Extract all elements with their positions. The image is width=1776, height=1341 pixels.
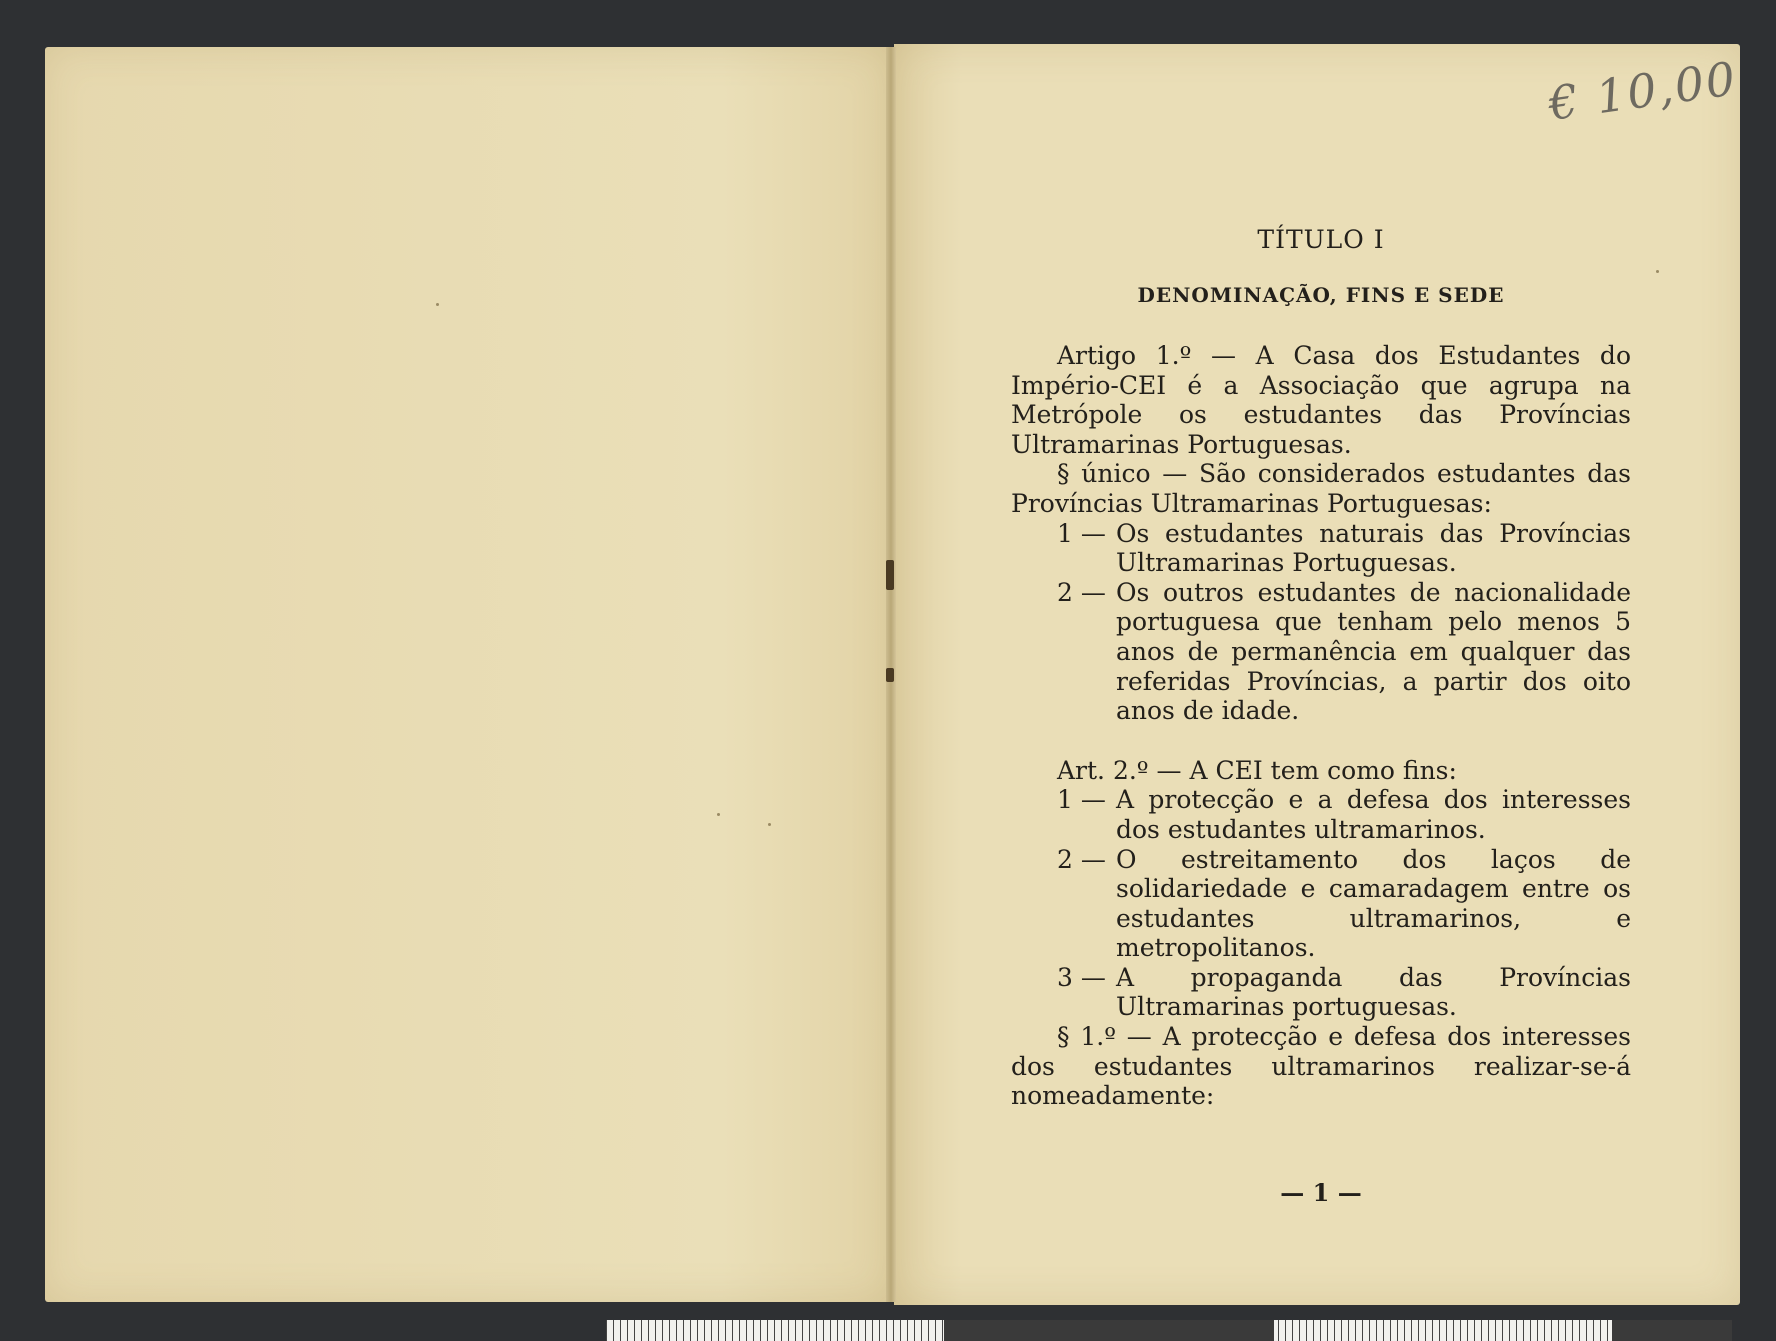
list-item-number: 1 — [1057,518,1106,548]
handwritten-price: € 10,00 [1545,51,1741,131]
section-title: TÍTULO I [1257,225,1385,254]
paper-speck [436,303,439,306]
list-item [1011,578,1631,726]
ruler-segment [1612,1320,1732,1341]
article-2: Art. 2.º — A CEI tem como fins: [1057,755,1457,785]
list-item-text: A protecção e a defesa dos interesses dos estudantes ultramarinos. [1116,785,1631,844]
section-subtitle: DENOMINAÇÃO, FINS E SEDE [1137,283,1505,307]
spacer [1011,726,1631,756]
list-item [1011,785,1631,844]
article-2-paragraph-1: § 1.º — A protecção e defesa dos interesses dos estudantes ultramarinos realizar-se-á nomeadamente: [1011,1022,1631,1111]
list-item-number: 2 — [1057,577,1106,607]
ruler-segment [944,1320,1274,1341]
list-item-number: 2 — [1057,844,1106,874]
left-page [45,47,891,1302]
list-item-text: A propaganda das Províncias Ultramarinas portuguesas. [1116,962,1631,1022]
document-text [1011,210,1631,1111]
staple-bottom [886,668,894,682]
paper-speck [1656,270,1659,273]
list-item-text: Os outros estudantes de nacionalidade portuguesa que tenham pelo menos 5 anos de permanência em qualquer das referidas Províncias, a partir dos oito anos de idade. [1116,577,1631,726]
staple-top [886,560,894,590]
list-item [1011,845,1631,963]
article-1-paragraph-unico: § único — São considerados estudantes das Províncias Ultramarinas Portuguesas: [1011,459,1631,518]
list-item-text: O estreitamento dos laços de solidariedade e camaradagem entre os estudantes ultramarinos, e metropolitanos. [1116,844,1631,963]
page-number: — 1 — [1280,1178,1362,1207]
paper-speck [717,813,720,816]
article-1: Artigo 1.º — A Casa dos Estudantes do Império-CEI é a Associação que agrupa na Metrópole os estudantes das Províncias Ultramarinas Portuguesas. [1011,341,1631,459]
list-item-number: 3 — [1057,962,1106,992]
list-item-text: Os estudantes naturais das Províncias Ultramarinas Portuguesas. [1116,518,1631,578]
list-item [1011,963,1631,1022]
list-item-number: 1 — [1057,785,1106,815]
list-item [1011,519,1631,578]
paper-speck [768,823,771,826]
